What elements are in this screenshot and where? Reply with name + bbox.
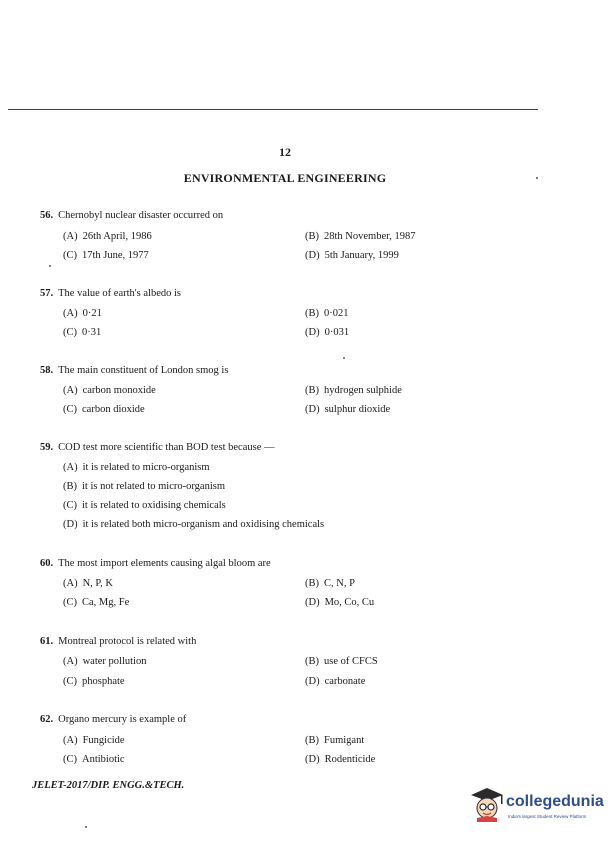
- option-d: (D) Rodenticide: [305, 754, 376, 765]
- option-d: (D) it is related both micro-organism and oxidising chemicals: [63, 519, 325, 530]
- option-b: (B) C, N, P: [305, 578, 355, 589]
- option-c: (C) Ca, Mg, Fe: [63, 597, 130, 608]
- question-text: The most import elements causing algal bloom are: [58, 558, 271, 569]
- option-b: (B) 28th November, 1987: [305, 231, 416, 242]
- option-c: (C) phosphate: [63, 676, 125, 687]
- top-rule: [8, 109, 538, 110]
- question-text: Chernobyl nuclear disaster occurred on: [58, 210, 224, 221]
- question-number: 58.: [40, 365, 54, 376]
- question-number: 59.: [40, 442, 54, 453]
- option-b: (B) Fumigant: [305, 735, 365, 746]
- option-d: (D) 0·031: [305, 327, 350, 338]
- option-b: (B) 0·021: [305, 308, 349, 319]
- question-56: [40, 210, 223, 221]
- option-d: (D) sulphur dioxide: [305, 404, 391, 415]
- question-number: 61.: [40, 636, 54, 647]
- question-58: [40, 365, 228, 376]
- option-a: (A) 0·21: [63, 308, 102, 319]
- collegedunia-watermark: [470, 786, 611, 830]
- scan-speck: [536, 177, 538, 179]
- brand-tagline: India's largest Student Review Platform: [508, 814, 587, 819]
- question-number: 56.: [40, 210, 54, 221]
- question-stem: [40, 558, 271, 569]
- option-b: (B) hydrogen sulphide: [305, 385, 402, 396]
- question-stem: [40, 210, 223, 221]
- option-c: (C) carbon dioxide: [63, 404, 145, 415]
- question-number: 60.: [40, 558, 54, 569]
- option-c: (C) 17th June, 1977: [63, 250, 149, 261]
- question-number: 62.: [40, 714, 54, 725]
- question-stem: [40, 288, 181, 299]
- question-text: Montreal protocol is related with: [58, 636, 197, 647]
- question-text: The value of earth's albedo is: [58, 288, 182, 299]
- graduate-mascot-icon: [470, 786, 504, 822]
- scan-speck: [49, 265, 51, 267]
- option-b: (B) use of CFCS: [305, 656, 378, 667]
- question-text: COD test more scientific than BOD test because —: [58, 442, 275, 453]
- question-number: 57.: [40, 288, 54, 299]
- option-a: (A) carbon monoxide: [63, 385, 156, 396]
- section-title: ENVIRONMENTAL ENGINEERING: [183, 171, 387, 185]
- question-60: [40, 558, 271, 569]
- question-57: [40, 288, 181, 299]
- question-stem: [40, 636, 196, 647]
- question-61: [40, 636, 196, 647]
- footer-exam-code: JELET-2017/DIP. ENGG.&TECH.: [32, 780, 185, 791]
- option-b: (B) it is not related to micro-organism: [63, 481, 225, 492]
- option-d: (D) Mo, Co, Cu: [305, 597, 375, 608]
- option-c: (C) Antibiotic: [63, 754, 125, 765]
- option-a: (A) it is related to micro-organism: [63, 462, 210, 473]
- question-stem: [40, 714, 186, 725]
- question-stem: [40, 365, 228, 376]
- option-a: (A) N, P, K: [63, 578, 113, 589]
- question-stem: [40, 442, 275, 453]
- question-text: Organo mercury is example of: [58, 714, 187, 725]
- option-a: (A) Fungicide: [63, 735, 125, 746]
- scan-speck: [85, 826, 87, 828]
- option-a: (A) 26th April, 1986: [63, 231, 152, 242]
- scan-speck: [343, 357, 345, 359]
- question-62: [40, 714, 186, 725]
- page-number: 12: [279, 145, 291, 159]
- question-59: [40, 442, 275, 453]
- option-c: (C) 0·31: [63, 327, 102, 338]
- option-d: (D) carbonate: [305, 676, 366, 687]
- question-text: The main constituent of London smog is: [58, 365, 229, 376]
- brand-name: collegedunia: [506, 793, 604, 810]
- option-a: (A) water pollution: [63, 656, 147, 667]
- option-d: (D) 5th January, 1999: [305, 250, 399, 261]
- option-c: (C) it is related to oxidising chemicals: [63, 500, 226, 511]
